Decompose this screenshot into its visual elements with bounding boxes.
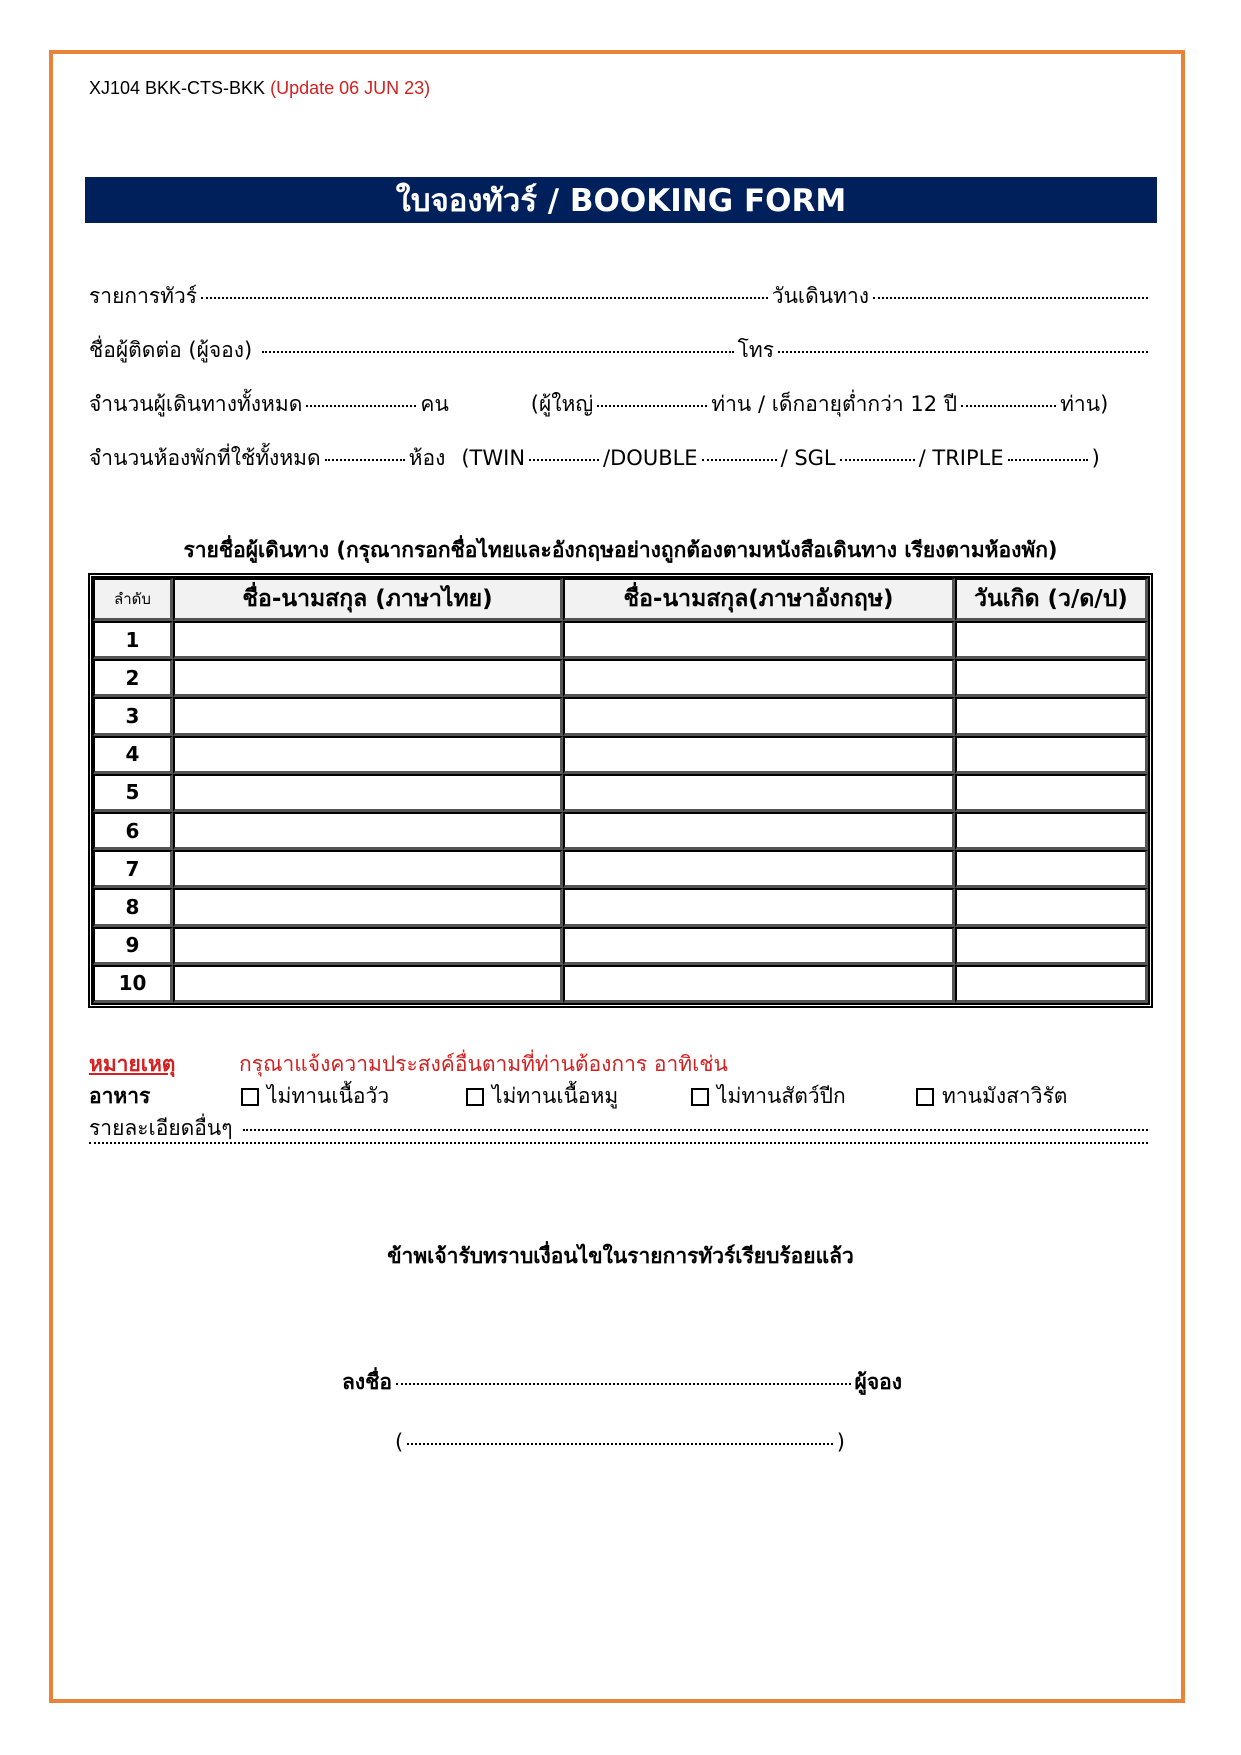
food-preferences <box>89 1080 1152 1110</box>
name-english-cell[interactable] <box>563 621 955 659</box>
name-thai-cell[interactable] <box>173 812 563 850</box>
name-english-cell[interactable] <box>563 965 955 1003</box>
checkbox-icon[interactable] <box>691 1088 709 1106</box>
food-option-no-poultry[interactable] <box>691 1080 846 1113</box>
rooms-close-paren: ) <box>1091 446 1100 470</box>
col-name-english: ชื่อ-นามสกุล(ภาษาอังกฤษ) <box>563 578 955 621</box>
table-row <box>93 621 1148 659</box>
sgl-field[interactable] <box>840 459 915 461</box>
sgl-label: / SGL <box>780 446 836 470</box>
signature-line <box>342 1366 902 1399</box>
twin-label: (TWIN <box>461 446 526 470</box>
food-option-no-pork[interactable] <box>466 1080 618 1113</box>
total-pax-label: จำนวนผู้เดินทางทั้งหมด <box>89 392 303 416</box>
birthdate-cell[interactable] <box>955 927 1148 965</box>
birthdate-cell[interactable] <box>955 697 1148 735</box>
birthdate-cell[interactable] <box>955 812 1148 850</box>
contact-line <box>89 334 1152 367</box>
name-english-cell[interactable] <box>563 736 955 774</box>
table-row <box>93 697 1148 735</box>
row-number: 6 <box>93 812 173 850</box>
birthdate-cell[interactable] <box>955 850 1148 888</box>
total-pax-field[interactable] <box>306 405 416 407</box>
name-english-cell[interactable] <box>563 927 955 965</box>
checkbox-icon[interactable] <box>241 1088 259 1106</box>
name-english-cell[interactable] <box>563 812 955 850</box>
printed-name-field[interactable] <box>407 1443 833 1445</box>
name-thai-cell[interactable] <box>173 621 563 659</box>
table-row <box>93 659 1148 697</box>
food-option-label: ไม่ทานเนื้อวัว <box>267 1084 390 1108</box>
name-thai-cell[interactable] <box>173 888 563 926</box>
form-title: ใบจองทัวร์ / BOOKING FORM <box>85 177 1157 223</box>
printed-name-line <box>395 1430 845 1454</box>
food-option-label: ไม่ทานสัตว์ปีก <box>717 1084 846 1108</box>
table-row <box>93 927 1148 965</box>
name-thai-cell[interactable] <box>173 736 563 774</box>
birthdate-cell[interactable] <box>955 659 1148 697</box>
pax-line <box>89 388 1152 421</box>
triple-field[interactable] <box>1008 459 1088 461</box>
checkbox-icon[interactable] <box>466 1088 484 1106</box>
row-number: 4 <box>93 736 173 774</box>
passenger-table <box>88 573 1153 1008</box>
details-field[interactable] <box>243 1129 1148 1131</box>
row-number: 1 <box>93 621 173 659</box>
rooms-line <box>89 442 1152 475</box>
child-unit: ท่าน) <box>1060 392 1109 416</box>
double-label: /DOUBLE <box>603 446 698 470</box>
passenger-list-heading: รายชื่อผู้เดินทาง (กรุณากรอกชื่อไทยและอังกฤษอย่างถูกต้องตามหนังสือเดินทาง เรียงตามห้องพัก) <box>183 538 1058 562</box>
row-number: 9 <box>93 927 173 965</box>
contact-label: ชื่อผู้ติดต่อ (ผู้จอง) <box>89 338 253 362</box>
triple-label: / TRIPLE <box>918 446 1004 470</box>
phone-field[interactable] <box>778 351 1148 353</box>
tour-label: รายการทัวร์ <box>89 284 198 308</box>
signature-suffix: ผู้จอง <box>854 1370 902 1394</box>
food-option-vegetarian[interactable] <box>916 1080 1067 1113</box>
row-number: 5 <box>93 774 173 812</box>
double-field[interactable] <box>702 459 777 461</box>
col-birthdate: วันเกิด (ว/ด/ป) <box>955 578 1148 621</box>
tour-line <box>89 280 1152 313</box>
details-label: รายละเอียดอื่นๆ <box>89 1116 233 1140</box>
name-thai-cell[interactable] <box>173 659 563 697</box>
table-row <box>93 888 1148 926</box>
rooms-label: จำนวนห้องพักที่ใช้ทั้งหมด <box>89 446 321 470</box>
signature-field[interactable] <box>396 1383 851 1385</box>
name-thai-cell[interactable] <box>173 850 563 888</box>
rooms-field[interactable] <box>325 459 405 461</box>
col-name-thai: ชื่อ-นามสกุล (ภาษาไทย) <box>173 578 563 621</box>
adult-field[interactable] <box>597 405 707 407</box>
name-thai-cell[interactable] <box>173 927 563 965</box>
table-row <box>93 965 1148 1003</box>
table-header-row <box>93 578 1148 621</box>
program-code-text: XJ104 BKK-CTS-BKK <box>89 78 266 98</box>
details-field-2[interactable] <box>89 1142 1148 1144</box>
row-number: 10 <box>93 965 173 1003</box>
twin-field[interactable] <box>529 459 599 461</box>
checkbox-icon[interactable] <box>916 1088 934 1106</box>
table-row <box>93 850 1148 888</box>
table-row <box>93 774 1148 812</box>
details-line-2 <box>89 1146 1152 1148</box>
row-number: 8 <box>93 888 173 926</box>
birthdate-cell[interactable] <box>955 965 1148 1003</box>
name-thai-cell[interactable] <box>173 774 563 812</box>
food-option-label: ทานมังสาวิรัต <box>942 1084 1068 1108</box>
paren-close: ) <box>836 1430 845 1454</box>
remark-label: หมายเหตุ <box>89 1052 176 1076</box>
food-label: อาหาร <box>89 1084 151 1108</box>
tour-field[interactable] <box>201 297 768 299</box>
name-english-cell[interactable] <box>563 888 955 926</box>
paren-open: ( <box>395 1430 404 1454</box>
food-option-label: ไม่ทานเนื้อหมู <box>492 1084 619 1108</box>
child-field[interactable] <box>961 405 1056 407</box>
travel-date-field[interactable] <box>873 297 1148 299</box>
program-code <box>89 78 430 99</box>
adult-label: (ผู้ใหญ่ <box>530 392 594 416</box>
table-row <box>93 812 1148 850</box>
travel-date-label: วันเดินทาง <box>771 284 869 308</box>
row-number: 2 <box>93 659 173 697</box>
rooms-unit: ห้อง <box>408 446 446 470</box>
name-english-cell[interactable] <box>563 850 955 888</box>
birthdate-cell[interactable] <box>955 621 1148 659</box>
remark-line <box>89 1048 728 1081</box>
acknowledgement: ข้าพเจ้ารับทราบเงื่อนไขในรายการทัวร์เรียบร้อยแล้ว <box>387 1244 854 1268</box>
row-number: 7 <box>93 850 173 888</box>
birthdate-cell[interactable] <box>955 888 1148 926</box>
row-number: 3 <box>93 697 173 735</box>
birthdate-cell[interactable] <box>955 774 1148 812</box>
name-english-cell[interactable] <box>563 774 955 812</box>
birthdate-cell[interactable] <box>955 736 1148 774</box>
name-thai-cell[interactable] <box>173 965 563 1003</box>
details-line <box>89 1112 1152 1145</box>
name-english-cell[interactable] <box>563 697 955 735</box>
adult-unit: ท่าน / เด็กอายุต่ำกว่า 12 ปี <box>711 392 958 416</box>
signature-label: ลงชื่อ <box>342 1370 392 1394</box>
name-english-cell[interactable] <box>563 659 955 697</box>
name-thai-cell[interactable] <box>173 697 563 735</box>
contact-field[interactable] <box>262 351 733 353</box>
col-number: ลำดับ <box>93 578 173 621</box>
update-date: (Update 06 JUN 23) <box>270 78 431 98</box>
phone-label: โทร <box>737 338 774 362</box>
food-option-no-beef[interactable] <box>241 1080 389 1113</box>
remark-text: กรุณาแจ้งความประสงค์อื่นตามที่ท่านต้องการ อาทิเช่น <box>239 1052 728 1076</box>
table-row <box>93 736 1148 774</box>
pax-unit: คน <box>420 392 449 416</box>
